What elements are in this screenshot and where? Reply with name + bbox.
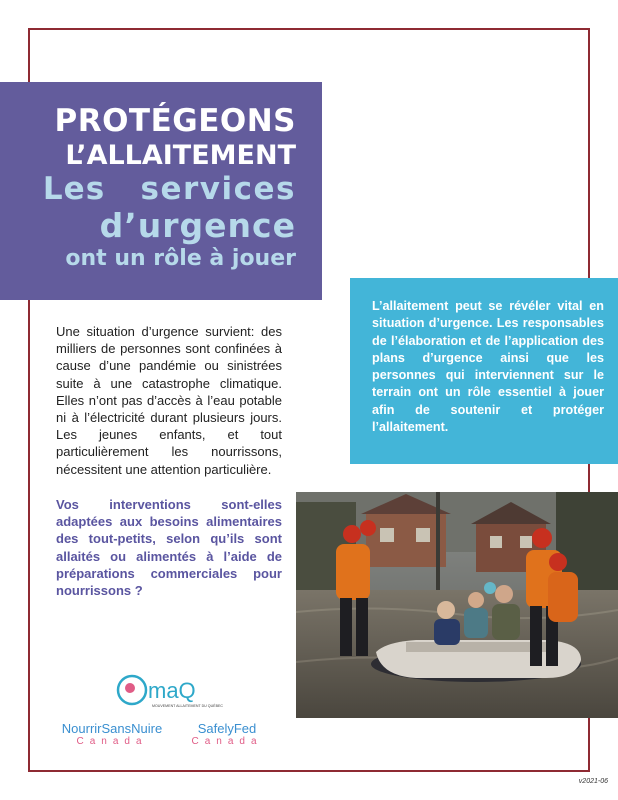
sf-country: Canada [191,736,263,747]
intro-paragraph: Une situation d’urgence survient: des milliers de personnes sont confinées à cause d’une pandémie ou sinistrées suite à une catastrophe climatique. Elles n’ont pas d’accès à l’eau potable ni à l’électricité durant plusieurs jours. Les jeunes enfants, et tout particulièrement les nourrissons, nécessitent une attention particulière. [56,324,282,477]
subtitle-word-services: services [140,171,296,207]
callout-text: L’allaitement peut se révéler vital en situation d’urgence. Les responsables de l’élaboration et de l’application des plans d’urgence ainsi que les personnes qui interviennent sur le terrain ont un rôle essentiel à jouer afin de soutenir et protéger l’allaitement. [372,299,604,435]
subtitle-word-les: Les [42,171,106,207]
safelyfed-logo [184,722,270,750]
subtitle-line-2: d’urgence [99,206,296,245]
question-paragraph: Vos interventions sont-elles adaptées aux besoins alimentaires des tout-petits, selon qu’ils sont allaités ou alimentés à l’aide de préparations commerciales pour nourrissons ? [56,497,282,599]
maq-subtitle: MOUVEMENT ALLAITEMENT DU QUÉBEC [152,704,223,708]
maq-wordmark: maQ [148,678,196,703]
title-line-1: PROTÉGEONS [54,103,296,139]
sf-wordmark: SafelyFed [197,721,257,736]
maq-logo [116,672,223,712]
title-line-2: L’ALLAITEMENT [65,140,296,171]
version-label: v2021-06 [578,778,608,785]
nsn-country: Canada [76,736,148,747]
subtitle-line-3: ont un rôle à jouer [65,246,296,271]
nourrir-sans-nuire-logo [52,722,172,750]
subtitle-line-1 [20,172,296,207]
callout-box [350,278,618,464]
nsn-wordmark: NourrirSansNuire [61,721,163,736]
title-block [0,82,322,300]
rescue-photo [296,492,618,718]
